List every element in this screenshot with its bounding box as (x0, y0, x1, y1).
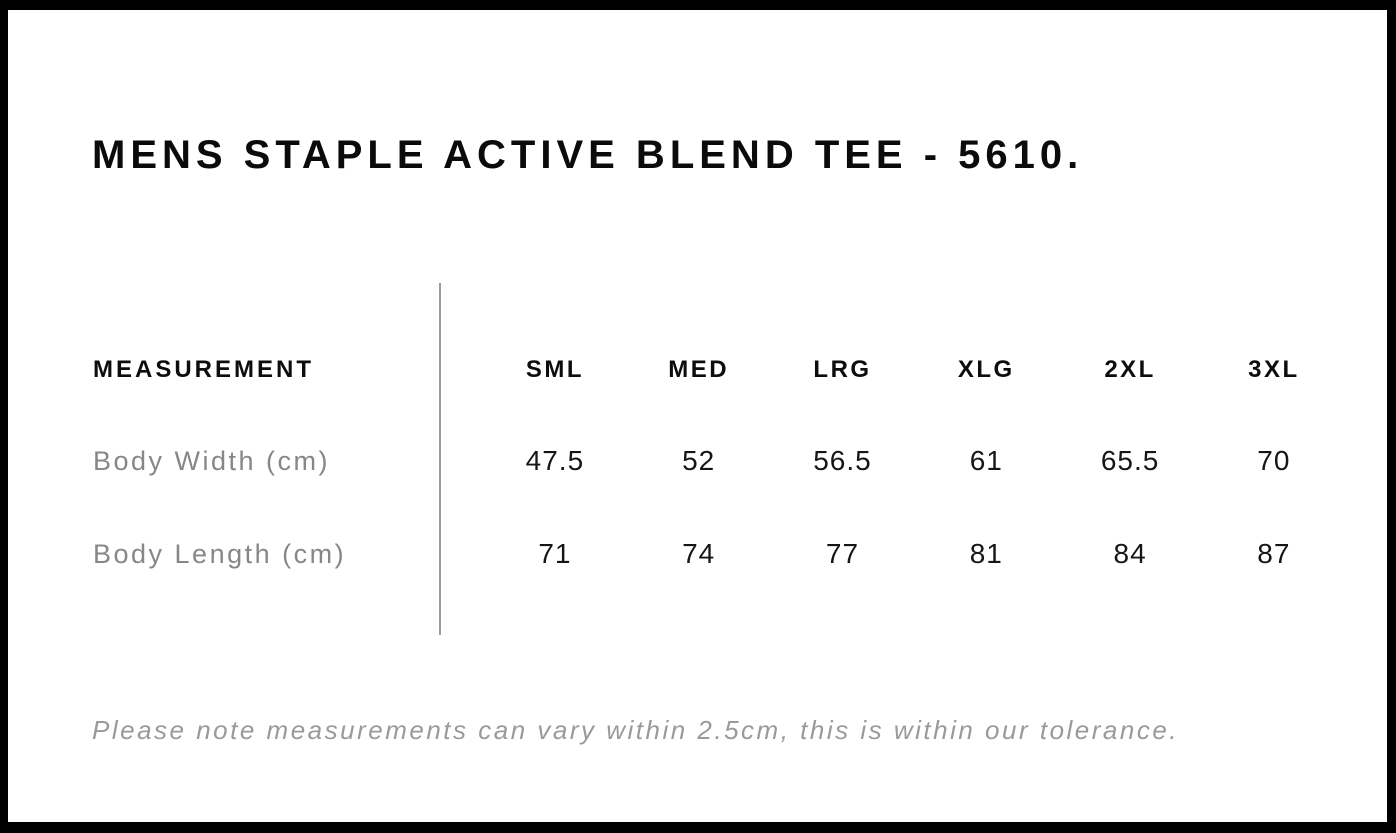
body-length-xlg: 81 (969, 538, 1003, 569)
frame-border-top (0, 0, 1396, 10)
size-header-xlg: XLG (957, 356, 1015, 383)
row-label-body-length: Body Length (cm) (93, 538, 347, 569)
measurement-column-header: MEASUREMENT (93, 356, 315, 383)
size-header-sml: SML (525, 356, 584, 383)
body-width-med: 52 (682, 445, 716, 476)
body-length-lrg: 77 (825, 538, 860, 569)
size-header-3xl: 3XL (1248, 356, 1300, 383)
tolerance-note: Please note measurements can vary within 2.5cm, this is within our tolerance. (92, 715, 1180, 745)
product-title: MENS STAPLE ACTIVE BLEND TEE - 5610. (92, 132, 1084, 177)
frame-border-bottom (0, 822, 1396, 833)
size-chart-header-row (93, 354, 1346, 386)
body-width-2xl: 65.5 (1100, 445, 1160, 476)
table-row-body-width (93, 445, 1346, 477)
size-header-2xl: 2XL (1104, 356, 1156, 383)
body-length-med: 74 (682, 538, 716, 569)
frame-border-left (0, 0, 8, 833)
body-width-sml: 47.5 (525, 445, 585, 476)
body-width-xlg: 61 (969, 445, 1003, 476)
size-header-med: MED (668, 356, 730, 383)
body-length-2xl: 84 (1113, 538, 1147, 569)
body-width-lrg: 56.5 (813, 445, 872, 476)
body-length-3xl: 87 (1257, 538, 1291, 569)
body-length-sml: 71 (538, 538, 572, 569)
table-row-body-length (93, 538, 1346, 570)
size-header-lrg: LRG (813, 356, 872, 383)
body-width-3xl: 70 (1257, 445, 1291, 476)
frame-border-right (1387, 0, 1396, 833)
row-label-body-width: Body Width (cm) (93, 445, 331, 476)
